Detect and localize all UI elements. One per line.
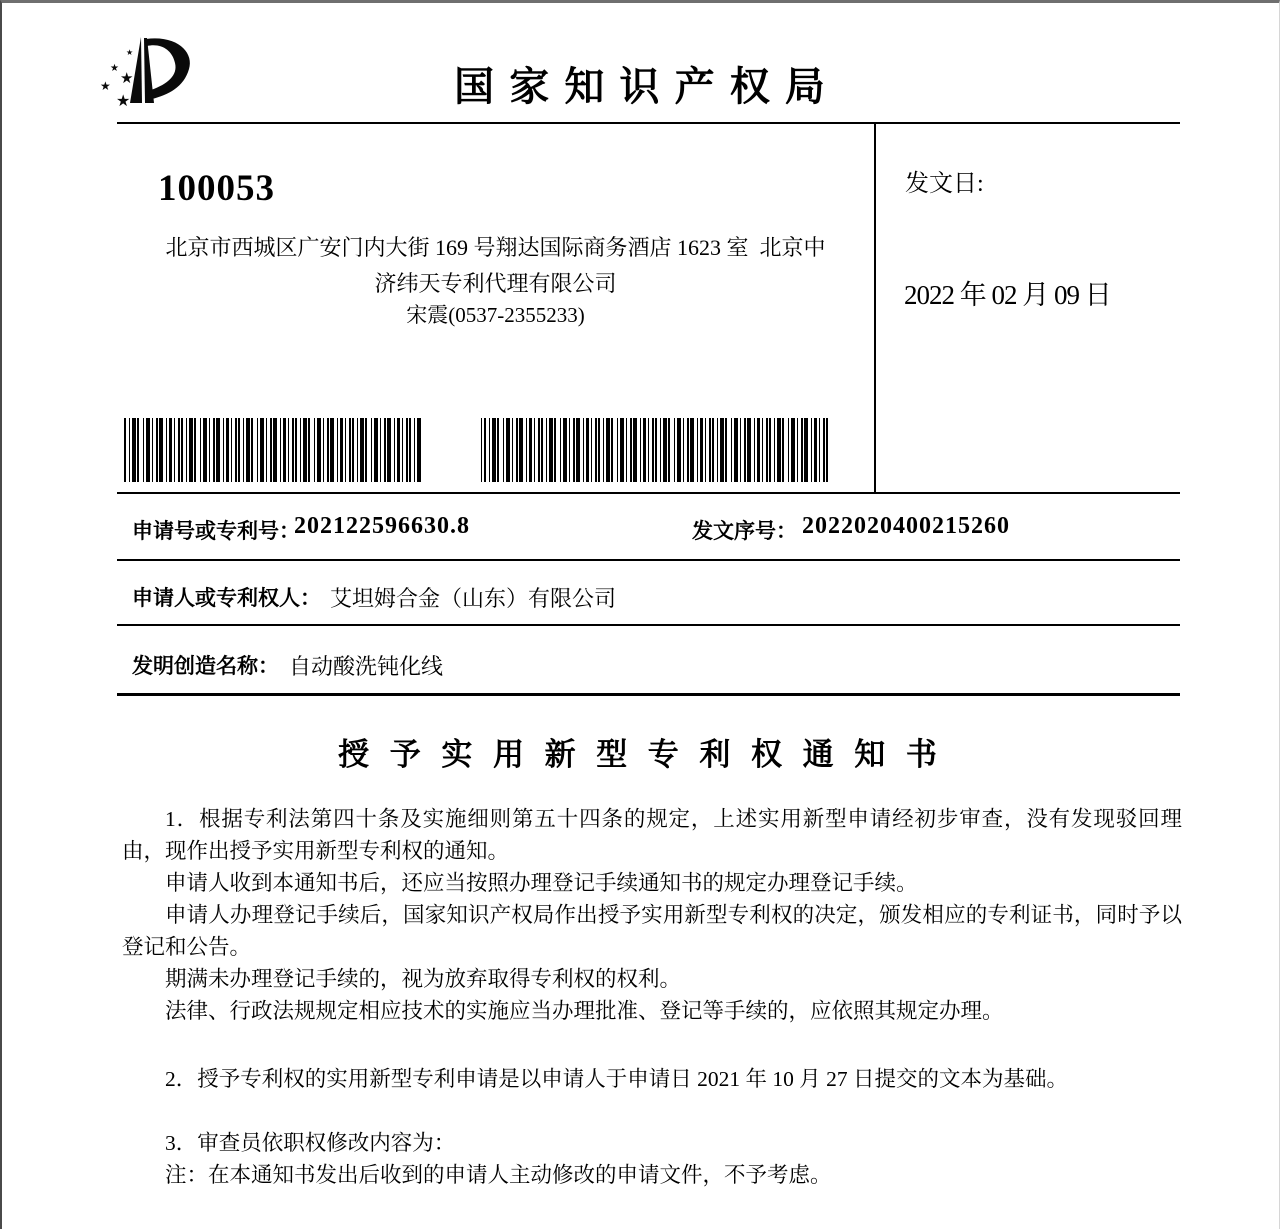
svg-text:★: ★ [116,91,131,110]
address-line-2: 济纬天专利代理有限公司 [374,271,617,296]
mail-block-bottom-rule [117,492,1180,494]
header-rule [117,122,1180,124]
serial-number-label: 发文序号： [692,520,797,543]
paragraph-7: 3．审查员依职权修改内容为： [165,1131,456,1155]
postal-code: 100053 [158,168,275,209]
row-rule-3 [117,693,1180,696]
paragraph-1: 1．根据专利法第四十条及实施细则第五十四条的规定，上述实用新型申请经初步审查，没有发现驳回理由，现作出授予实用新型专利权的通知。 [122,807,1182,863]
paragraph-5: 法律、行政法规规定相应技术的实施应当办理批准、登记等手续的，应依照其规定办理。 [165,999,1004,1023]
svg-text:★: ★ [100,79,111,93]
application-number-value: 202122596630.8 [294,513,470,539]
contact-line: 宋震(0537-2355233) [406,303,585,327]
row-rule-1 [117,559,1180,561]
notice-body [122,803,1182,1191]
paragraph-3: 申请人办理登记手续后，国家知识产权局作出授予实用新型专利权的决定，颁发相应的专利证书，同时予以登记和公告。 [122,903,1182,959]
barcode-1 [124,418,422,482]
invention-title-value: 自动酸洗钝化线 [289,654,444,679]
paragraph-4: 期满未办理登记手续的，视为放弃取得专利权的权利。 [165,967,682,991]
svg-text:★: ★ [120,69,134,87]
applicant-label: 申请人或专利权人： [132,587,321,610]
svg-text:★: ★ [110,63,119,74]
barcode-2 [480,418,830,482]
dispatch-date-value: 2022 年 02 月 09 日 [904,280,1111,310]
dispatch-date-label: 发文日: [905,171,984,197]
applicant-value: 艾坦姆合金（山东）有限公司 [330,586,617,611]
notice-title: 授 予 实 用 新 型 专 利 权 通 知 书 [338,737,943,772]
agency-title: 国 家 知 识 产 权 局 [454,65,827,109]
row-rule-2 [117,624,1180,626]
paragraph-2: 申请人收到本通知书后，还应当按照办理登记手续通知书的规定办理登记手续。 [165,871,918,895]
address-line-1: 北京市西城区广安门内大街 169 号翔达国际商务酒店 1623 室 北京中 [165,235,826,260]
paragraph-8: 注：在本通知书发出后收到的申请人主动修改的申请文件，不予考虑。 [165,1163,832,1187]
invention-title-label: 发明创造名称： [132,655,279,678]
serial-number-value: 2022020400215260 [802,513,1010,539]
paragraph-6: 2．授予专利权的实用新型专利申请是以申请人于申请日 2021 年 10 月 27 日提交的文本为基础。 [165,1067,1069,1091]
mail-date-divider [874,124,876,493]
application-number-label: 申请号或专利号： [132,520,300,543]
svg-text:★: ★ [126,48,134,57]
